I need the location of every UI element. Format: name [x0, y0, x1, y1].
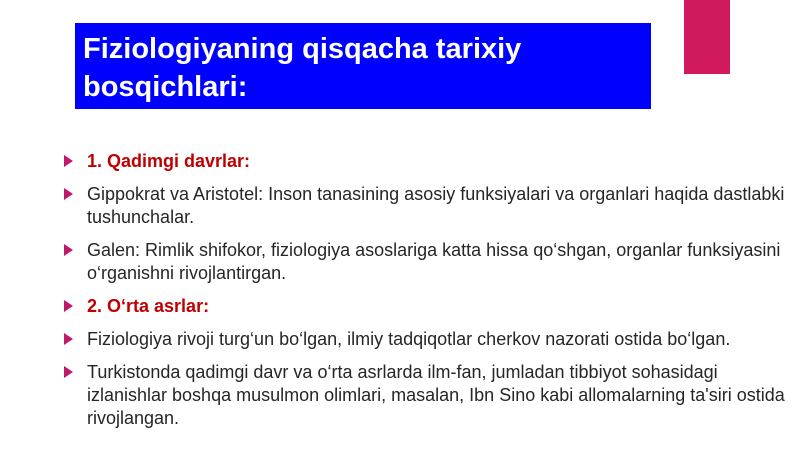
triangle-right-icon: [64, 244, 73, 256]
triangle-right-icon: [64, 333, 73, 345]
bullet-text: 2. O‘rta asrlar:: [87, 296, 210, 316]
list-item: [62, 328, 792, 351]
list-item: [62, 150, 792, 173]
list-item: [62, 361, 792, 430]
accent-bar: [684, 0, 730, 74]
bullet-text: Galen: Rimlik shifokor, fiziologiya asoslariga katta hissa qo‘shgan, organlar funksiyasini o‘rganishni rivojlantirgan.: [87, 240, 781, 283]
list-item: [62, 183, 792, 229]
triangle-right-icon: [64, 366, 73, 378]
title-box: [75, 23, 651, 109]
slide-title: Fiziologiyaning qisqacha tarixiy bosqichlari:: [83, 33, 522, 103]
bullet-text: Fiziologiya rivoji turg‘un bo‘lgan, ilmiy tadqiqotlar cherkov nazorati ostida bo‘lgan.: [87, 329, 731, 349]
triangle-right-icon: [64, 188, 73, 200]
bullet-list: [62, 150, 792, 440]
list-item: [62, 239, 792, 285]
list-item: [62, 295, 792, 318]
bullet-text: Gippokrat va Aristotel: Inson tanasining asosiy funksiyalari va organlari haqida dastlabki tushunchalar.: [87, 184, 785, 227]
triangle-right-icon: [64, 155, 73, 167]
bullet-text: Turkistonda qadimgi davr va o‘rta asrlarda ilm-fan, jumladan tibbiyot sohasidagi izlanishlar boshqa musulmon olimlari, masalan, Ibn Sino kabi allomalarning ta'siri ostida rivojlangan.: [87, 362, 785, 428]
triangle-right-icon: [64, 300, 73, 312]
bullet-text: 1. Qadimgi davrlar:: [87, 151, 251, 171]
